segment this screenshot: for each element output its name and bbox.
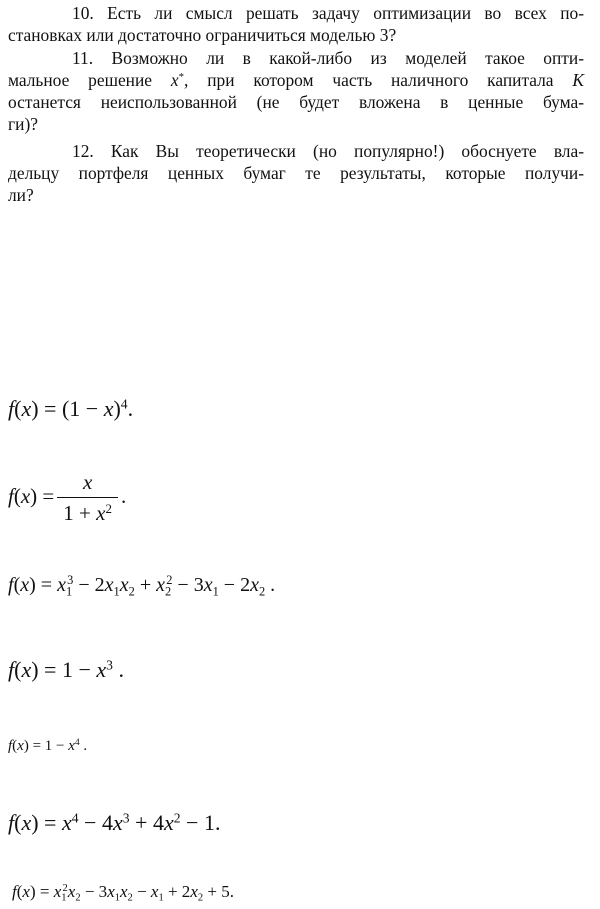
formula-4: $f(x) = 1 - x^3$ . [8, 657, 124, 682]
question-12-line-1: 12. Как Вы теоретически (но популярно!) обоснуете вла- [72, 141, 584, 161]
question-11 [8, 47, 584, 135]
formula-2: f(x) = $\frac{x}{1 + x^2}$ . [8, 470, 127, 525]
question-11-line-4: ги)? [8, 114, 38, 134]
formula-5: $f(x) = 1 - x^4$ . [8, 737, 88, 754]
fraction: $\frac{x}{1 + x^2}$ [57, 470, 118, 526]
question-12-line-2: дельцу портфеля ценных бумаг те результаты, которые получи- [8, 163, 584, 183]
formula-7: $f(x) = x_1^2x_2 - 3x_1x_2 - x_1 + 2x_2 + 5$. [12, 882, 234, 904]
question-12-line-3: ли? [8, 185, 34, 205]
question-11-line-3: останется неиспользованной (не будет вложена в ценные бума- [8, 92, 584, 112]
formula-3: $f(x) = x_1^3 - 2x_1x_2 + x_2^2 - 3x_1 - 2x_2$ . [8, 573, 276, 599]
formula-6: $f(x) = x^4 - 4x^3 + 4x^2 - 1$. [8, 810, 221, 835]
question-10-line-2: становках или достаточно ограничиться моделью 3? [8, 25, 397, 45]
question-12 [8, 140, 584, 206]
formula-1: $f(x) = (1 - x)^4$. [8, 396, 134, 421]
question-11-line-1: 11. Возможно ли в какой-либо из моделей такое опти- [72, 48, 584, 68]
question-11-line-2: мальное решение x*, при котором часть наличного капитала K [8, 70, 585, 90]
question-10-line-1: 10. Есть ли смысл решать задачу оптимизации во всех по- [72, 3, 584, 23]
question-10 [8, 2, 584, 46]
